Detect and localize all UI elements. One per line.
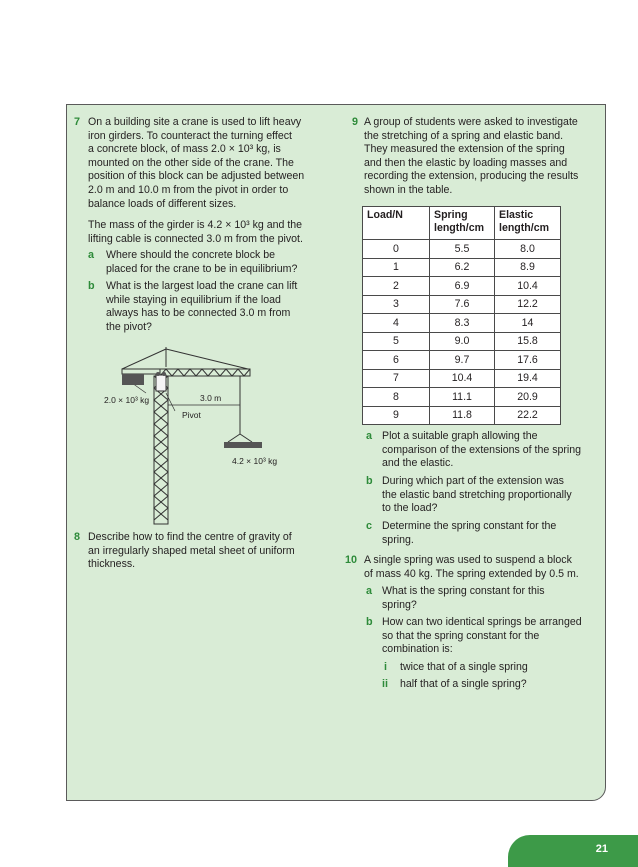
question-8-text (88, 531, 295, 572)
text-line: spring. (382, 533, 414, 546)
table-cell: 10.4 (430, 369, 495, 388)
text-line: the elastic band stretching proportionally (382, 488, 572, 501)
text-line: placed for the crane to be in equilibrium? (106, 262, 298, 275)
text-line: What is the spring constant for this (382, 585, 545, 597)
table-cell: 7.6 (430, 295, 495, 314)
table-cell: 2 (363, 277, 430, 296)
text-line: Determine the spring constant for the (382, 520, 557, 532)
text-line: so that the spring constant for the (382, 629, 540, 642)
results-table (362, 206, 561, 425)
text-line: comparison of the extensions of the spring (382, 443, 582, 456)
block-mass-label: 2.0 × 10³ kg (104, 395, 150, 405)
question-9c-label: c (366, 520, 373, 532)
table-row (363, 258, 561, 277)
text-line: and the elastic. (382, 457, 454, 470)
table-cell: 22.2 (495, 406, 561, 425)
question-7-intro (88, 116, 304, 211)
table-row (363, 314, 561, 333)
question-10bi-label: i (384, 661, 387, 673)
crane-cab (156, 375, 166, 391)
page-number: 21 (595, 843, 608, 855)
text-line: The mass of the girder is 4.2 × 10³ kg and the (88, 219, 303, 231)
text-line: A group of students were asked to investigate (364, 116, 578, 128)
table-cell: 10.4 (495, 277, 561, 296)
table-cell: 0 (363, 240, 430, 259)
table-cell: 7 (363, 369, 430, 388)
question-9-intro (364, 116, 578, 198)
question-10bi-text: twice that of a single spring (400, 661, 528, 673)
question-10b-text (382, 616, 582, 657)
table-cell: 14 (495, 314, 561, 333)
text-line: thickness. (88, 558, 136, 571)
text-line: always has to be connected 3.0 m from (106, 307, 291, 320)
question-9b-text (382, 475, 572, 516)
text-line: Describe how to find the centre of gravity of (88, 531, 292, 543)
table-row (363, 277, 561, 296)
question-10b-label: b (366, 616, 373, 628)
question-7a-text (106, 249, 297, 276)
table-row (363, 369, 561, 388)
table-body (363, 240, 561, 425)
question-7a-label: a (88, 249, 95, 261)
table-row (363, 295, 561, 314)
text-line: position of this block can be adjusted between (88, 170, 305, 183)
table-cell: 8.9 (495, 258, 561, 277)
text-line: an irregularly shaped metal sheet of uniform (88, 544, 295, 557)
text-line: iron girders. To counteract the turning effect (88, 129, 292, 142)
question-9c-text (382, 520, 556, 547)
question-7-para2 (88, 219, 303, 246)
text-line: shown in the table. (364, 183, 453, 196)
text-line: to the load? (382, 502, 438, 515)
question-9b-label: b (366, 475, 373, 487)
girder-load (224, 442, 262, 448)
text-line: Load/N (367, 209, 403, 221)
text-line: length/cm (434, 222, 485, 234)
table-cell: 6 (363, 351, 430, 370)
table-cell: 19.4 (495, 369, 561, 388)
table-cell: 9 (363, 406, 430, 425)
text-line: What is the largest load the crane can lift (106, 280, 298, 292)
text-line: Elastic (499, 209, 534, 221)
question-10a-label: a (366, 585, 373, 597)
question-9a-label: a (366, 430, 373, 442)
crane-counter-jib (122, 369, 160, 374)
question-10bii-text: half that of a single spring? (400, 678, 527, 690)
table-cell: 17.6 (495, 351, 561, 370)
text-line: Spring (434, 209, 468, 221)
table-cell: 5.5 (430, 240, 495, 259)
text-line: while staying in equilibrium if the load (106, 293, 281, 306)
table-cell: 3 (363, 295, 430, 314)
question-10bii-label: ii (382, 678, 388, 690)
table-cell: 8.0 (495, 240, 561, 259)
pivot-label: Pivot (182, 410, 201, 420)
text-line: On a building site a crane is used to lift heavy (88, 116, 302, 128)
text-line: 2.0 m and 10.0 m from the pivot in order to (88, 183, 289, 196)
text-line: lifting cable is connected 3.0 m from the pivot. (88, 232, 303, 245)
text-line: mounted on the other side of the crane. The (88, 156, 294, 169)
text-line: a concrete block, of mass 2.0 × 10³ kg, is (88, 143, 281, 156)
text-line: length/cm (499, 222, 550, 234)
text-line: Plot a suitable graph allowing the (382, 430, 538, 442)
table-cell: 9.0 (430, 332, 495, 351)
question-9-number: 9 (352, 116, 359, 128)
text-line: the pivot? (106, 320, 152, 333)
column-header-spring (430, 207, 495, 240)
text-line: A single spring was used to suspend a block (364, 554, 572, 566)
table-cell: 6.2 (430, 258, 495, 277)
question-8-number: 8 (74, 531, 81, 543)
question-7b-label: b (88, 280, 95, 292)
table-row (363, 388, 561, 407)
question-10-number: 10 (345, 554, 358, 566)
question-9a-text (382, 430, 581, 471)
text-line: During which part of the extension was (382, 475, 564, 487)
table-row (363, 240, 561, 259)
text-line: combination is: (382, 643, 453, 656)
table-row (363, 406, 561, 425)
table-cell: 8 (363, 388, 430, 407)
table-cell: 11.8 (430, 406, 495, 425)
concrete-block (122, 374, 144, 385)
question-7-number: 7 (74, 116, 81, 128)
table-row (363, 332, 561, 351)
question-10a-text (382, 585, 545, 612)
text-line: spring? (382, 598, 417, 611)
table-cell: 8.3 (430, 314, 495, 333)
text-line: Where should the concrete block be (106, 249, 276, 261)
table-row (363, 351, 561, 370)
text-line: They measured the extension of the spring (364, 143, 565, 156)
table-cell: 6.9 (430, 277, 495, 296)
distance-label: 3.0 m (200, 393, 222, 403)
column-header-elastic (495, 207, 561, 240)
page-number-tab (508, 835, 638, 867)
table-cell: 11.1 (430, 388, 495, 407)
column-header-load (363, 207, 430, 240)
load-mass-label: 4.2 × 10³ kg (232, 456, 278, 466)
table-cell: 12.2 (495, 295, 561, 314)
table-cell: 1 (363, 258, 430, 277)
table-header-row (363, 207, 561, 240)
table-cell: 20.9 (495, 388, 561, 407)
table-cell: 5 (363, 332, 430, 351)
text-line: of mass 40 kg. The spring extended by 0.5 m. (364, 567, 579, 580)
text-line: How can two identical springs be arranged (382, 616, 582, 628)
table-cell: 9.7 (430, 351, 495, 370)
text-line: recording the extension, producing the results (364, 170, 579, 183)
question-7b-text (106, 280, 297, 334)
table-cell: 4 (363, 314, 430, 333)
crane-diagram (100, 345, 300, 525)
table-cell: 15.8 (495, 332, 561, 351)
text-line: balance loads of different sizes. (88, 197, 237, 210)
text-line: and then the elastic by loading masses and (364, 156, 568, 169)
text-line: the stretching of a spring and elastic band. (364, 129, 564, 142)
question-10-intro (364, 554, 579, 581)
